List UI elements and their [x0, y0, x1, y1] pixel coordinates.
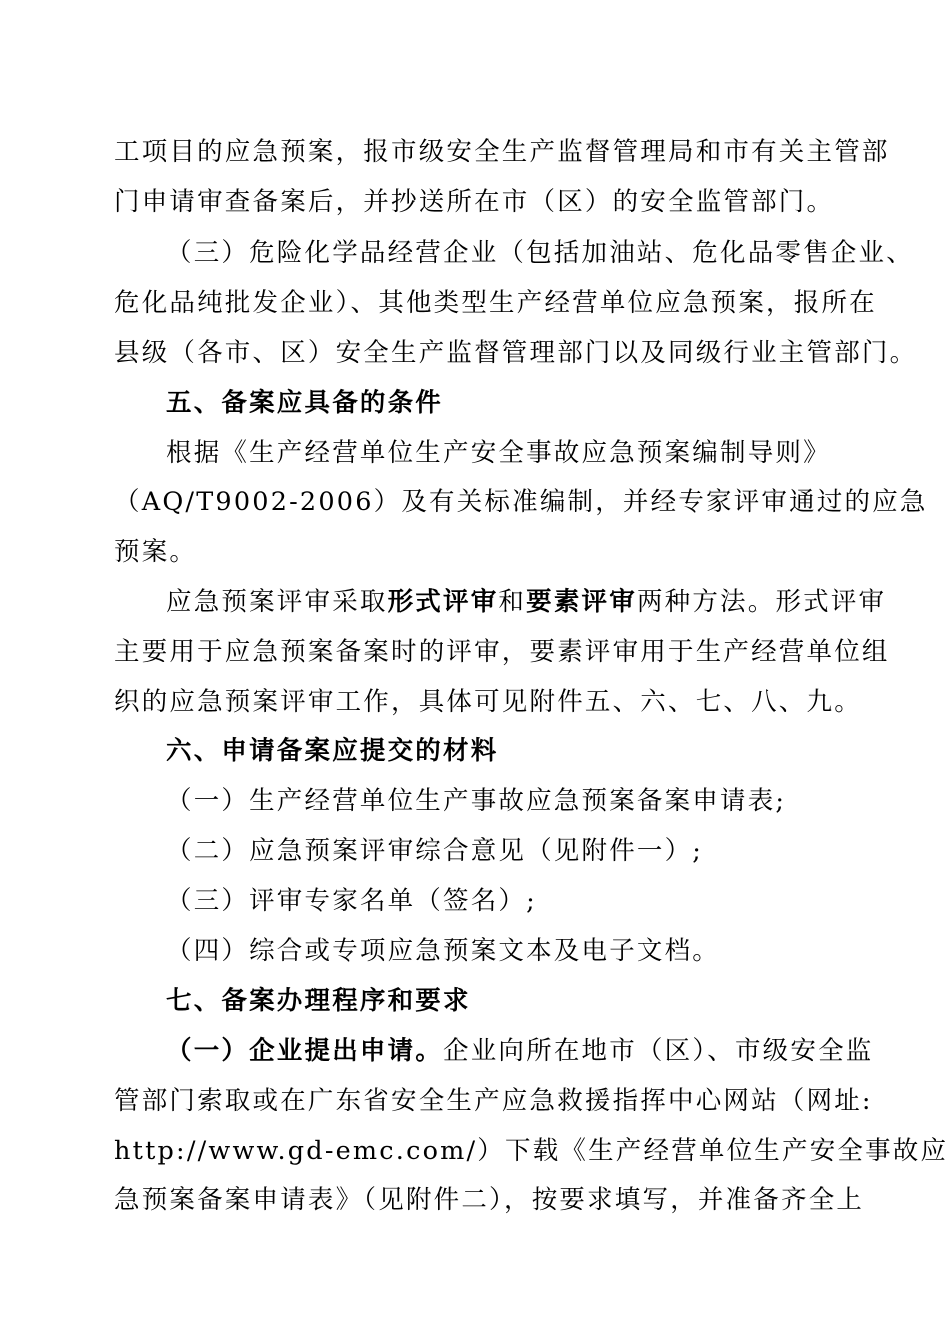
bold-run-subheading: （一）企业提出申请。: [166, 1036, 444, 1066]
section-heading: 五、备案应具备的条件: [166, 388, 444, 418]
paragraph-line: [166, 585, 886, 619]
list-item: （四）综合或专项应急预案文本及电子文档。: [166, 936, 721, 966]
paragraph-line: 主要用于应急预案备案时的评审，要素评审用于生产经营单位组: [114, 637, 890, 667]
text-run: 企业向所在地市（区）、市级安全监: [443, 1036, 874, 1066]
bold-term-formal-review: 形式评审: [387, 587, 499, 617]
paragraph-line: （AQ/T9002-2006）及有关标准编制，并经专家评审通过的应急: [114, 487, 928, 517]
paragraph-line: 织的应急预案评审工作，具体可见附件五、六、七、八、九。: [114, 687, 862, 717]
paragraph-line: 县级（各市、区）安全生产监督管理部门以及同级行业主管部门。: [114, 338, 918, 368]
paragraph-line: [166, 1034, 873, 1068]
paragraph-line: http://www.gd-emc.com/）下载《生产经营单位生产安全事故应: [114, 1136, 949, 1166]
paragraph-line: 预案。: [114, 537, 198, 567]
bold-term-element-review: 要素评审: [526, 587, 637, 617]
paragraph-line: （三）危险化学品经营企业（包括加油站、危化品零售企业、: [166, 238, 914, 268]
list-item: （二）应急预案评审综合意见（见附件一）;: [166, 836, 704, 866]
text-run: 和: [498, 587, 527, 617]
text-run: 应急预案评审采取: [166, 587, 388, 617]
paragraph-line: 工项目的应急预案，报市级安全生产监督管理局和市有关主管部: [114, 137, 890, 167]
paragraph-line: 根据《生产经营单位生产安全事故应急预案编制导则》: [166, 438, 831, 468]
paragraph-line: 管部门索取或在广东省安全生产应急救援指挥中心网站（网址:: [114, 1086, 873, 1116]
text-run: 两种方法。形式评审: [636, 587, 887, 617]
paragraph-line: 门申请审查备案后，并抄送所在市（区）的安全监管部门。: [114, 187, 835, 217]
paragraph-line: 危化品纯批发企业）、其他类型生产经营单位应急预案，报所在: [114, 288, 877, 318]
list-item: （三）评审专家名单（签名）;: [166, 886, 537, 916]
paragraph-line: 急预案备案申请表》（见附件二），按要求填写，并准备齐全上: [114, 1185, 865, 1215]
section-heading: 七、备案办理程序和要求: [166, 986, 471, 1016]
list-item: （一）生产经营单位生产事故应急预案备案申请表;: [166, 786, 787, 816]
section-heading: 六、申请备案应提交的材料: [166, 736, 499, 766]
